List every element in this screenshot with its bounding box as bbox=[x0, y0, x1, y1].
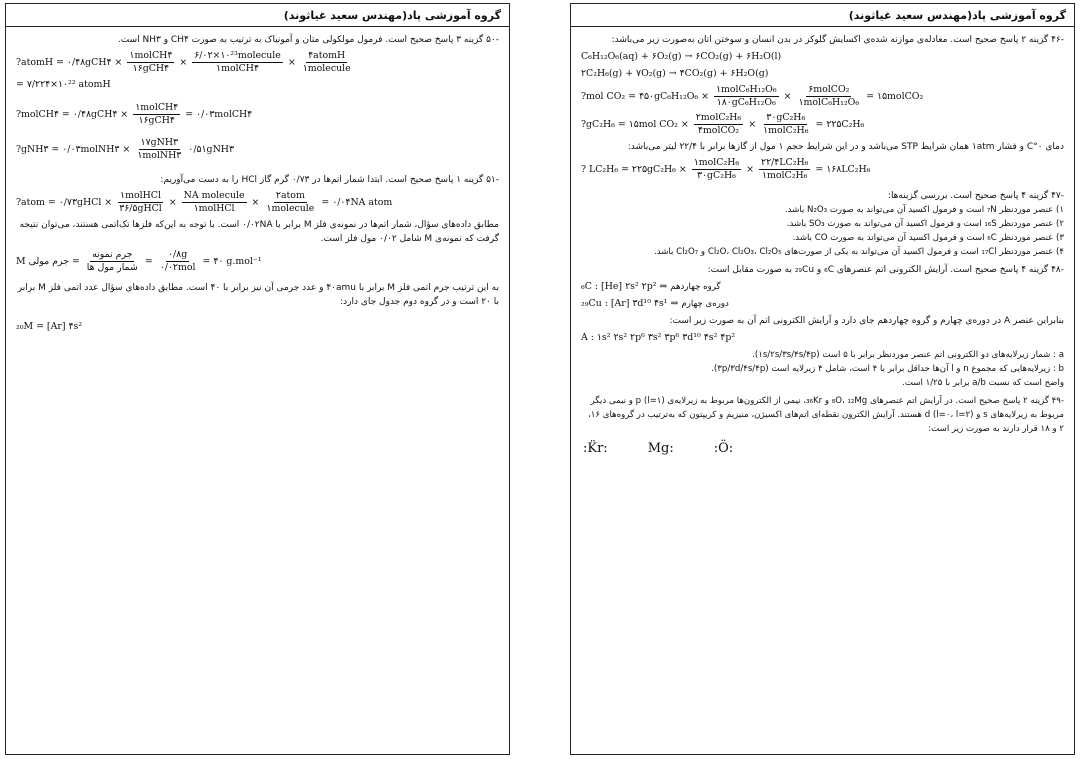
q50-intro: -۵۰ گزینه ۳ پاسخ صحیح است. فرمول مولکولی متان و آمونیاک به ترتیب به صورت CH۴ و NH۳ است. bbox=[117, 35, 499, 45]
q47-item: ۴) عنصر موردنظر ₁₇Cl است و فرمول اکسید آن می‌تواند به یکی از صورت‌های Cl₂O، Cl₂O₃، Cl₂O₅ و Cl₂O₇ باشد. bbox=[653, 247, 1064, 257]
reaction-glucose: C₆H₁₂O₆(aq) + ۶O₂(g) → ۶CO₂(g) + ۶H₂O(l) bbox=[581, 51, 782, 62]
eq-atom-h-result: = ۷/۲۲۴×۱۰²² atomH bbox=[16, 79, 111, 90]
eq-mol-co2: ?mol CO₂ = ۴۵۰gC₆H₁₂O₆ × $\frac{\text{۱molC₆H₁₂O₆}}{\text{۱۸۰gC₆H₁₂O₆}}$ × $\frac{\text{۶molCO₂}}{\text{۱molC₆H₁₂O₆}}$ = ۱۵molCO₂ bbox=[581, 84, 924, 108]
header-title: گروه آموزشی پاد(مهندس سعید غیاثوند) bbox=[283, 8, 501, 22]
q51-paragraph-2: به این ترتیب جرم اتمی فلز M برابر با ۴۰amu و عدد جرمی آن نیز برابر با ۴۰ است. مطابق داده‌های سؤال عدد اتمی فلز M برابر با ۲۰ است و در گروه دوم جدول جای دارد: bbox=[17, 283, 499, 307]
eq-l-c2h6: ? LC₂H₆ = ۲۲۵gC₂H₆ × $\frac{\text{۱molC₂H₆}}{\text{۳۰gC₂H₆}}$ × $\frac{\text{۲۲/۴LC₂H₆}}{\text{۱molC₂H₆}}$ = ۱۶۸LC₂H₆ bbox=[581, 157, 871, 181]
q48-b: b : زیرلایه‌هایی که مجموع n و l آن‌ها حداقل برابر با ۴ است، شامل ۴ زیرلایه است (۳p/۳d/۴s/۴p). bbox=[711, 364, 1064, 374]
page-header bbox=[571, 4, 1074, 27]
a-config: A : ۱s² ۲s² ۲p⁶ ۳s² ۳p⁶ ۳d¹⁰ ۴s² ۴p² bbox=[581, 332, 736, 343]
q47-item: ۱) عنصر موردنظر ₇N است و فرمول اکسید آن می‌تواند به صورت N₂O₃ باشد. bbox=[784, 205, 1064, 215]
lewis-kr: :K̈r: bbox=[583, 441, 608, 456]
eq-g-nh3: ?gNH۳ = ۰/۰۳molNH۳ × $\frac{\text{۱۷gNH۳}}{\text{۱molNH۳}}$ ۰/۵۱gNH۳ bbox=[16, 137, 234, 161]
c-config-row: ₆C : [He] ۲s² ۲p² ⇒ گروه چهاردهم bbox=[581, 281, 721, 292]
q48-c: واضح است که نسبت a/b برابر با ۱/۲۵ است. bbox=[902, 378, 1064, 388]
eq-molar-mass: M جرم مولی = $\frac{\text{جرم نمونه}}{\text{شمار مول ها}}$ = $\frac{۰/۸g}{\text{۰/۰۲mol}}$ = ۴۰ g.mol⁻¹ bbox=[16, 249, 262, 273]
q51-intro: -۵۱ گزینه ۱ پاسخ صحیح است. ابتدا شمار اتم‌ها در ۰/۷۳ گرم گاز HCl را به دست می‌آوریم: bbox=[160, 175, 499, 185]
q47-item: ۳) عنصر موردنظر ₆C است و فرمول اکسید آن می‌تواند به صورت CO باشد. bbox=[792, 233, 1064, 243]
q48-a: a : شمار زیرلایه‌های دو الکترونی اتم عنصر موردنظر برابر با ۵ است (۱s/۲s/۳s/۴s/۴p). bbox=[752, 350, 1064, 360]
cu-config-row: ₂₉Cu : [Ar] ۳d¹⁰ ۴s¹ ⇒ دوره‌ی چهارم bbox=[581, 298, 729, 309]
q49-intro: -۴۹ گزینه ۲ پاسخ صحیح است. در آرایش اتم عنصرهای ₈O، ₁₂Mg و ₃₆Kr، نیمی از الکترون‌ها مربوط به زیرلایه‌ی p (l=۱) و نیمی دیگر مربوط به زیرلایه‌های s و d (l=۰، l=۲) هستند. آرایش الکترون نقطه‌ای اتم‌های اکسیژن، منیزیم و کریپتون که به‌ترتیب در گروه‌های ۱۶، ۲ و ۱۸ قرار دارند به صورت زیر است: bbox=[587, 396, 1064, 434]
right-page bbox=[570, 3, 1075, 755]
reaction-ethane: ۲C₂H₆(g) + ۷O₂(g) → ۴CO₂(g) + ۶H₂O(g) bbox=[581, 68, 769, 79]
lewis-mg: Mg: bbox=[647, 441, 674, 456]
q48-intro: -۴۸ گزینه ۴ پاسخ صحیح است. آرایش الکترونی اتم عنصرهای ₆C و ₂₉Cu به صورت مقابل است: bbox=[707, 265, 1064, 275]
q48-paragraph: بنابراین عنصر A در دوره‌ی چهارم و گروه چهاردهم جای دارد و آرایش الکترونی اتم آن به صورت زیر است: bbox=[669, 316, 1064, 326]
header-title: گروه آموزشی پاد(مهندس سعید غیاثوند) bbox=[848, 8, 1066, 22]
q47-intro: -۴۷ گزینه ۴ پاسخ صحیح است. بررسی گزینه‌ها: bbox=[887, 191, 1064, 201]
q51-paragraph-1: مطابق داده‌های سؤال، شمار اتم‌ها در نمونه‌ی فلز M برابر با ۰/۰۲NA است. با توجه به این‌که فلزها تک‌اتمی هستند، می‌توان نتیجه گرفت که نمونه‌ی M شامل ۰/۰۲ مول فلز است. bbox=[19, 220, 499, 244]
lewis-structures bbox=[581, 442, 1064, 456]
stp-text: دمای ۰°C و فشار ۱atm همان شرایط STP می‌باشد و در این شرایط حجم ۱ مول از گازها برابر با ۲۲/۴ لیتر می‌باشد: bbox=[627, 142, 1064, 152]
eq-atom-hcl: ?atom = ۰/۷۳gHCl × $\frac{\text{۱molHCl}}{\text{۳۶/۵gHCl}}$ × $\frac{\text{NA molecule}}{\text{۱molHCl}}$ × $\frac{\text{۲atom}}{\text{۱molecule}}$ = ۰/۰۴NA atom bbox=[16, 190, 393, 214]
m-electron-config: ₂₀M = [Ar] ۴s² bbox=[16, 321, 83, 332]
eq-atom-h: ?atomH = ۰/۴۸gCH۴ × $\frac{\text{۱molCH۴}}{\text{۱۶gCH۴}}$ × $\frac{\text{۶/۰۲×۱۰²³molecule}}{\text{۱molCH۴}}$ × $\frac{\text{۴atomH}}{\text{۱molecule}}$ bbox=[16, 50, 351, 74]
page-header bbox=[6, 4, 509, 27]
eq-mol-ch4: ?molCH۴ = ۰/۴۸gCH۴ × $\frac{\text{۱molCH۴}}{\text{۱۶gCH۴}}$ = ۰/۰۳molCH۴ bbox=[16, 102, 253, 126]
lewis-o: :Ö: bbox=[713, 441, 734, 456]
left-page bbox=[5, 3, 510, 755]
q47-item: ۲) عنصر موردنظر ₁₆S است و فرمول اکسید آن می‌تواند به صورت SO₃ باشد. bbox=[786, 219, 1064, 229]
eq-g-c2h6: ?gC₂H₆ = ۱۵mol CO₂ × $\frac{\text{۲molC₂H₆}}{\text{۴molCO₂}}$ × $\frac{\text{۳۰gC₂H₆}}{\text{۱molC₂H₆}}$ = ۲۲۵C₂H₆ bbox=[581, 112, 865, 136]
q46-intro: -۴۶ گزینه ۲ پاسخ صحیح است. معادله‌ی موازنه شده‌ی اکسایش گلوکز در بدن انسان و سوختن اتان به‌صورت زیر می‌باشد: bbox=[611, 35, 1064, 45]
